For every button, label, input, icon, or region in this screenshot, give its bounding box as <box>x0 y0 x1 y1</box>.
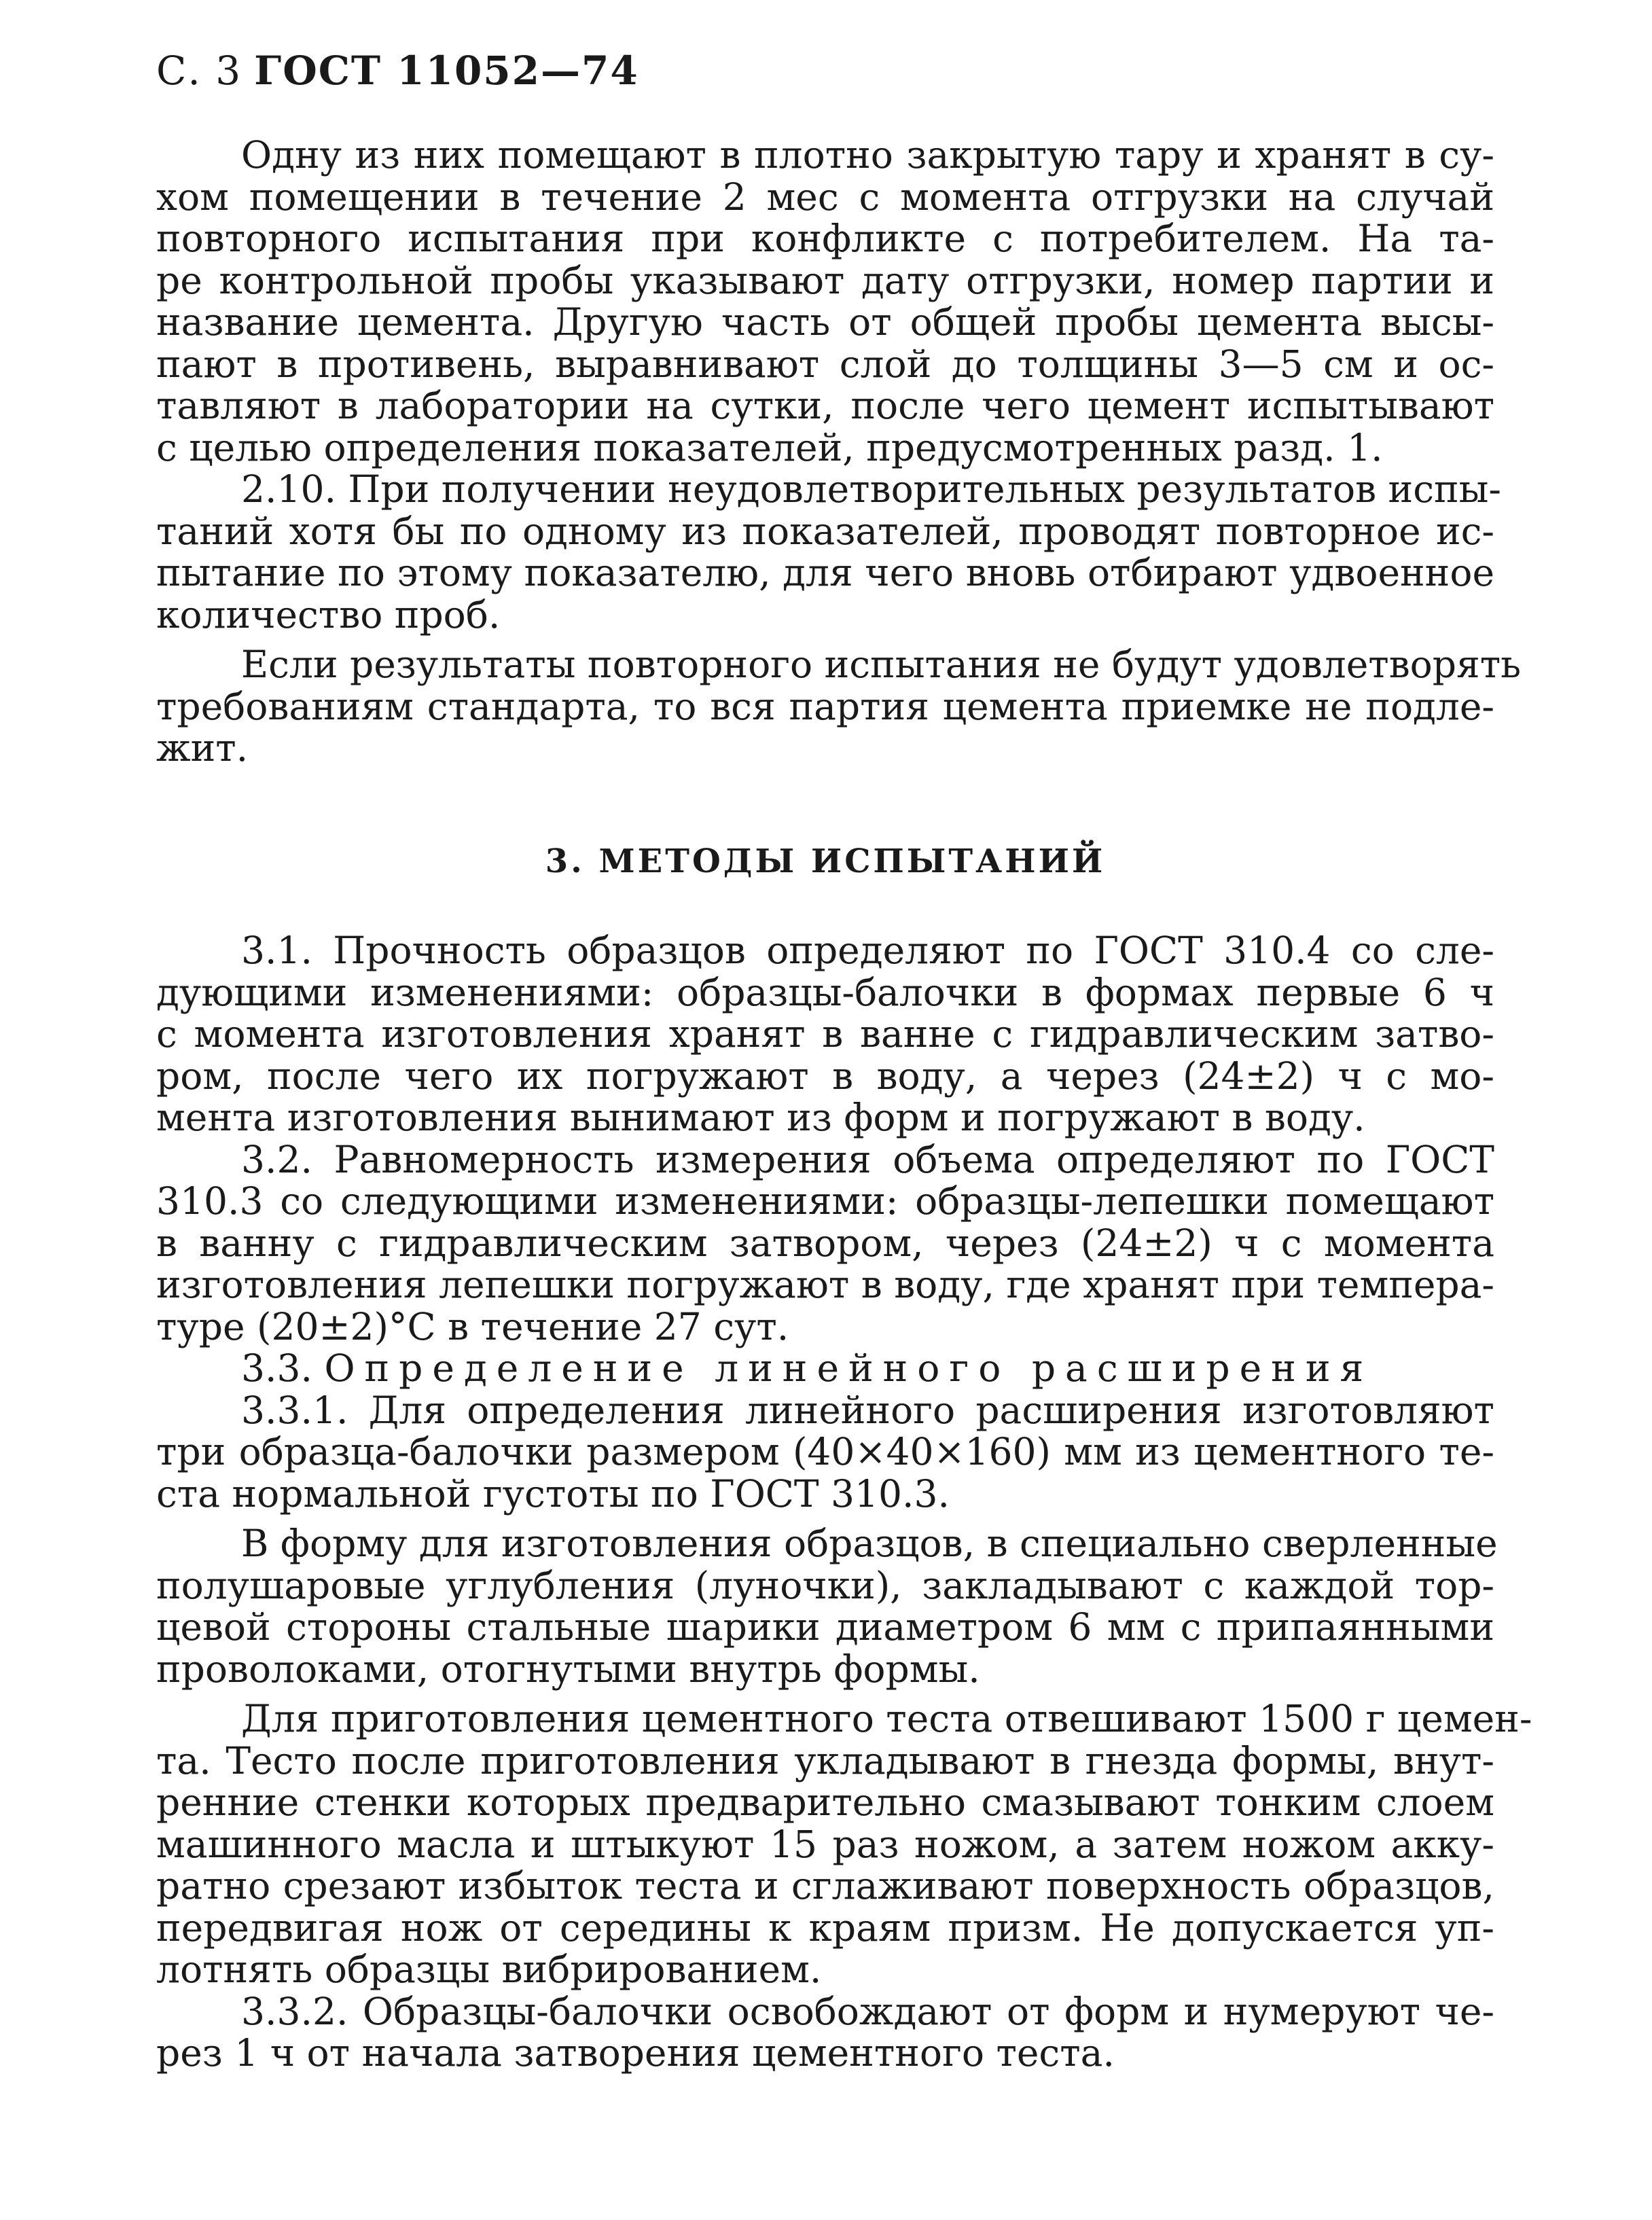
subsection-heading <box>156 1348 1494 1390</box>
text-line: в ванну с гидравлическим затвором, через (24±2) ч с момента <box>156 1221 1494 1265</box>
text-line: мента изготовления вынимают из форм и погружают в воду. <box>156 1096 1365 1139</box>
page-number: С. 3 <box>156 48 243 94</box>
paragraph-paste-preparation <box>156 1697 1532 1991</box>
text-line: тавляют в лаборатории на сутки, после чего цемент испытывают <box>156 384 1494 427</box>
text-line: дующими изменениями: образцы-балочки в формах первые 6 ч <box>156 970 1494 1014</box>
text-line: передвигая нож от середины к краям призм. Не допускается уп- <box>156 1905 1494 1950</box>
text-line: В форму для изготовления образцов, в специально сверленные <box>241 1522 1498 1565</box>
paragraph-3-3-2 <box>156 1991 1494 2075</box>
subsection-number: 3.3. <box>241 1346 312 1390</box>
text-line: полушаровые углубления (луночки), закладывают с каждой тор- <box>156 1563 1494 1607</box>
document-body <box>156 133 1532 2075</box>
text-line: 2.10. При получении неудовлетворительных результатов испы- <box>241 467 1502 511</box>
text-line: машинного масла и штыкуют 15 раз ножом, а затем ножом акку- <box>156 1822 1494 1866</box>
page-header <box>156 48 639 94</box>
paragraph-3-3-1 <box>156 1390 1494 1516</box>
text-line: Одну из них помещают в плотно закрытую тару и хранят в су- <box>241 133 1494 177</box>
text-line: количество проб. <box>156 592 501 637</box>
text-line: туре (20±2)°С в течение 27 сут. <box>156 1304 789 1348</box>
text-line: с целью определения показателей, предусмотренных разд. 1. <box>156 425 1383 469</box>
text-line: жит. <box>156 726 249 770</box>
text-line: ре контрольной пробы указывают дату отгрузки, номер партии и <box>156 258 1494 302</box>
paragraph-3-1 <box>156 930 1494 1139</box>
text-line: таний хотя бы по одному из показателей, проводят повторное ис- <box>156 509 1494 553</box>
text-line: 3.3.1. Для определения линейного расширения изготовляют <box>241 1388 1494 1432</box>
text-line: пытание по этому показателю, для чего вновь отбирают удвоенное <box>156 551 1494 594</box>
text-line: 310.3 со следующими изменениями: образцы-лепешки помещают <box>156 1179 1494 1223</box>
paragraph-3-2 <box>156 1139 1494 1348</box>
text-line: требованиям стандарта, то вся партия цемента приемке не подле- <box>156 684 1494 728</box>
text-line: рез 1 ч от начала затворения цементного теста. <box>156 2031 1115 2075</box>
standard-code: ГОСТ 11052—74 <box>254 48 639 94</box>
text-line: пают в противень, выравнивают слой до толщины 3—5 см и ос- <box>156 342 1494 386</box>
paragraph-sample-storage <box>156 135 1494 469</box>
section-title: 3. МЕТОДЫ ИСПЫТАНИЙ <box>545 842 1106 880</box>
text-line: ренние стенки которых предварительно смазывают тонким слоем <box>156 1780 1494 1824</box>
paragraph-mold-balls <box>156 1522 1498 1691</box>
text-line: 3.3.2. Образцы-балочки освобождают от форм и нумеруют че- <box>241 1989 1494 2033</box>
text-line: ста нормальной густоты по ГОСТ 310.3. <box>156 1471 950 1516</box>
text-line: повторного испытания при конфликте с потребителем. На та- <box>156 217 1494 260</box>
text-line: изготовления лепешки погружают в воду, где хранят при темпера- <box>156 1263 1495 1306</box>
text-line: ратно срезают избыток теста и сглаживают поверхность образцов, <box>156 1864 1494 1908</box>
subsection-title: Определение линейного расширения <box>324 1346 1373 1390</box>
text-line: Для приготовления цементного теста отвешивают 1500 г цемен- <box>241 1697 1532 1740</box>
text-line: с момента изготовления хранят в ванне с гидравлическим затво- <box>156 1012 1494 1056</box>
text-line: лотнять образцы вибрированием. <box>156 1948 822 1991</box>
text-line: цевой стороны стальные шарики диаметром 6 мм с припаянными <box>156 1605 1494 1649</box>
text-line: хом помещении в течение 2 мес с момента отгрузки на случай <box>156 175 1494 219</box>
text-line: ром, после чего их погружают в воду, а через (24±2) ч с мо- <box>156 1054 1494 1098</box>
text-line: название цемента. Другую часть от общей пробы цемента высы- <box>156 300 1494 344</box>
paragraph-retest-result <box>156 643 1522 770</box>
text-line: 3.2. Равномерность измерения объема определяют по ГОСТ <box>241 1137 1494 1181</box>
text-line: та. Тесто после приготовления укладывают в гнезда формы, внут- <box>156 1738 1494 1783</box>
paragraph-2-10 <box>156 467 1502 637</box>
text-line: Если результаты повторного испытания не будут удовлетворять <box>241 643 1522 686</box>
text-line: 3.1. Прочность образцов определяют по ГОСТ 310.4 со сле- <box>241 929 1494 972</box>
text-line: проволоками, отогнутыми внутрь формы. <box>156 1647 980 1691</box>
text-line: три образца-балочки размером (40×40×160) мм из цементного те- <box>156 1430 1494 1473</box>
